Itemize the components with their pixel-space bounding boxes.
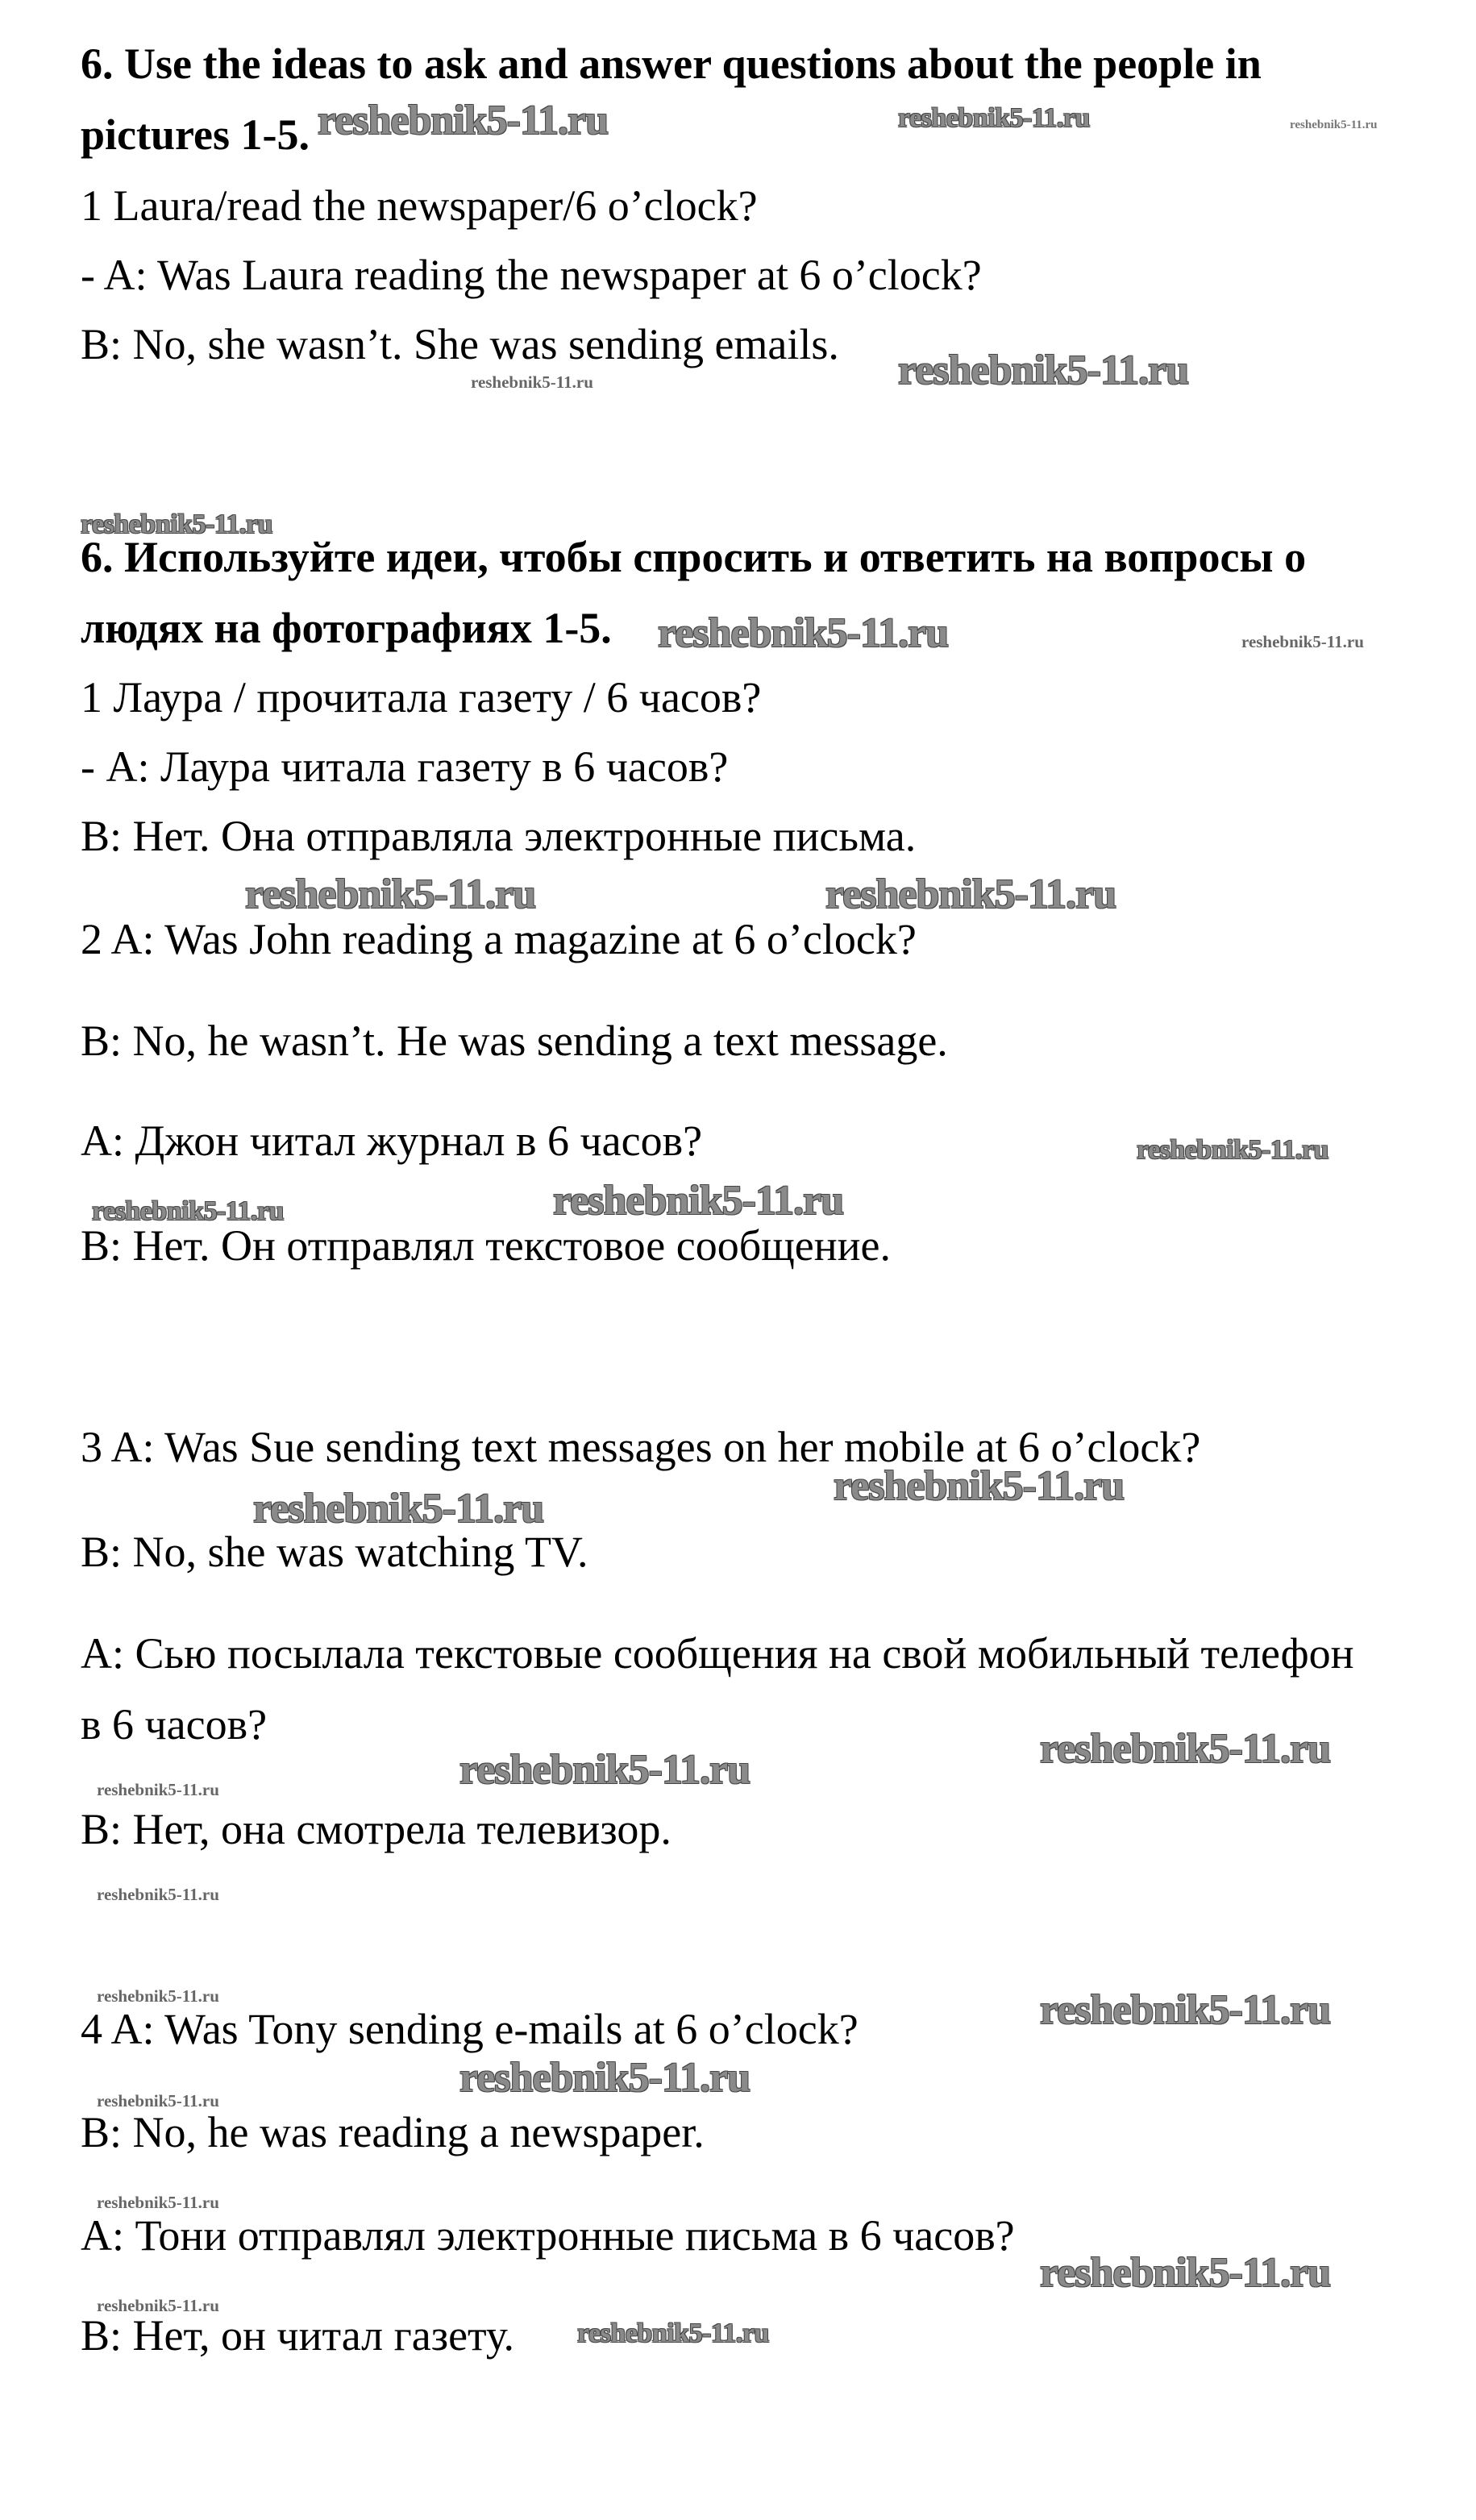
watermark: reshebnik5-11.ru	[1241, 632, 1364, 651]
watermark: reshebnik5-11.ru	[318, 98, 609, 143]
english-question-1: - A: Was Laura reading the newspaper at 6 o’clock?	[81, 251, 982, 299]
question-2-en: 2 A: Was John reading a magazine at 6 o’clock?	[81, 915, 917, 963]
watermark: reshebnik5-11.ru	[553, 1178, 844, 1224]
watermark: reshebnik5-11.ru	[97, 1780, 219, 1799]
question-2-ru: А: Джон читал журнал в 6 часов?	[81, 1117, 703, 1165]
watermark: reshebnik5-11.ru	[97, 2091, 219, 2110]
watermark: reshebnik5-11.ru	[97, 2296, 219, 2315]
watermark: reshebnik5-11.ru	[245, 871, 536, 917]
watermark: reshebnik5-11.ru	[97, 2193, 219, 2212]
russian-task-title: 6. Используйте идеи, чтобы спросить и ответить на вопросы о	[81, 533, 1307, 581]
watermark: reshebnik5-11.ru	[577, 2318, 769, 2348]
russian-answer-1: В: Нет. Она отправляла электронные письма.	[81, 812, 917, 860]
english-prompt: 1 Laura/read the newspaper/6 o’clock?	[81, 181, 758, 230]
question-4-ru: А: Тони отправлял электронные письма в 6 часов?	[81, 2211, 1015, 2260]
watermark: reshebnik5-11.ru	[97, 1986, 219, 2006]
watermark: reshebnik5-11.ru	[92, 1196, 284, 1226]
watermark: reshebnik5-11.ru	[81, 509, 272, 539]
watermark: reshebnik5-11.ru	[471, 372, 593, 392]
watermark: reshebnik5-11.ru	[658, 610, 949, 656]
answer-4-en: B: No, he was reading a newspaper.	[81, 2108, 705, 2156]
russian-prompt: 1 Лаура / прочитала газету / 6 часов?	[81, 673, 762, 721]
answer-3-ru: В: Нет, она смотрела телевизор.	[81, 1805, 671, 1853]
answer-2-ru: В: Нет. Он отправлял текстовое сообщение.	[81, 1221, 892, 1270]
watermark: reshebnik5-11.ru	[253, 1486, 544, 1532]
watermark: reshebnik5-11.ru	[1137, 1135, 1328, 1165]
question-4-en: 4 A: Was Tony sending e-mails at 6 o’clock?	[81, 2005, 859, 2053]
watermark: reshebnik5-11.ru	[97, 1885, 219, 1904]
watermark: reshebnik5-11.ru	[1040, 1987, 1331, 2033]
watermark: reshebnik5-11.ru	[834, 1463, 1125, 1509]
watermark: reshebnik5-11.ru	[1290, 119, 1378, 131]
watermark: reshebnik5-11.ru	[898, 347, 1189, 393]
english-task-title-cont: pictures 1-5.	[81, 110, 310, 159]
watermark: reshebnik5-11.ru	[1040, 2250, 1331, 2296]
answer-2-en: B: No, he wasn’t. He was sending a text message.	[81, 1017, 948, 1065]
english-task-title: 6. Use the ideas to ask and answer questions about the people in	[81, 40, 1262, 88]
question-3-ru-cont: в 6 часов?	[81, 1700, 268, 1749]
watermark: reshebnik5-11.ru	[898, 103, 1090, 133]
watermark: reshebnik5-11.ru	[459, 1747, 750, 1793]
russian-task-title-cont: людях на фотографиях 1-5.	[81, 604, 612, 652]
question-3-en: 3 A: Was Sue sending text messages on her mobile at 6 o’clock?	[81, 1423, 1201, 1471]
english-answer-1: B: No, she wasn’t. She was sending emails.	[81, 320, 839, 368]
watermark: reshebnik5-11.ru	[459, 2055, 750, 2101]
watermark: reshebnik5-11.ru	[1040, 1726, 1331, 1772]
question-3-ru: А: Сью посылала текстовые сообщения на свой мобильный телефон	[81, 1629, 1354, 1678]
answer-3-en: B: No, she was watching TV.	[81, 1528, 588, 1576]
answer-4-ru: В: Нет, он читал газету.	[81, 2311, 515, 2360]
russian-question-1: - А: Лаура читала газету в 6 часов?	[81, 742, 729, 791]
watermark: reshebnik5-11.ru	[825, 871, 1116, 917]
